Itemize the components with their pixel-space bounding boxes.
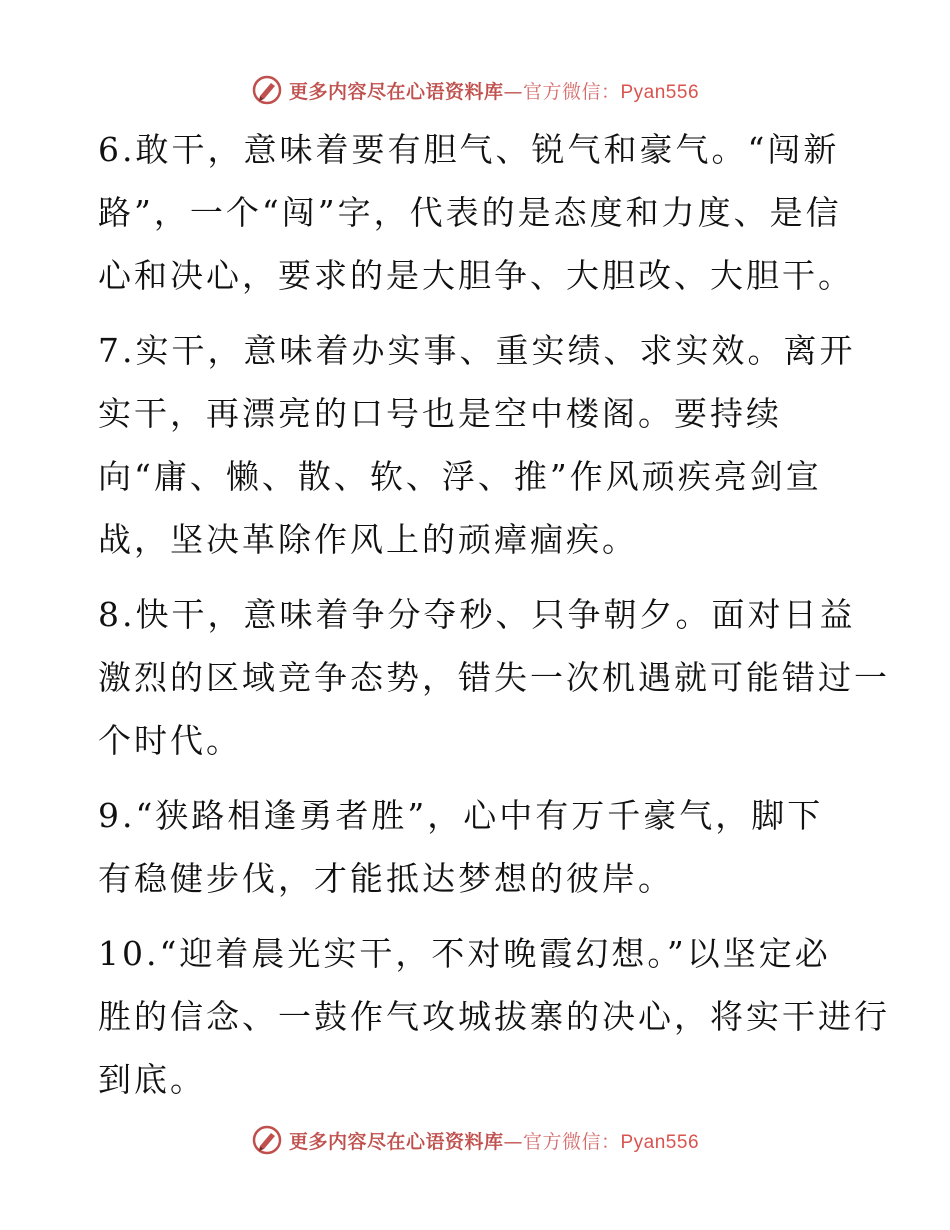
paragraph-8 bbox=[98, 583, 890, 772]
text-line: 到底。 bbox=[98, 1060, 206, 1099]
text-line: 个时代。 bbox=[98, 721, 242, 760]
text-line: 向“庸、懒、散、软、浮、推”作风顽疾亮剑宣 bbox=[98, 457, 822, 496]
banner-separator: — bbox=[503, 1130, 523, 1153]
banner-wechat-id: Pyan556 bbox=[620, 81, 700, 103]
banner-separator: — bbox=[503, 80, 523, 103]
text-line: 激烈的区域竞争态势，错失一次机遇就可能错过一 bbox=[98, 658, 890, 697]
text-line: 路”，一个“闯”字，代表的是态度和力度、是信 bbox=[98, 193, 842, 232]
paragraph-9 bbox=[98, 784, 858, 910]
text-line: 9.“狭路相逢勇者胜”，心中有万千豪气，脚下 bbox=[98, 796, 824, 835]
paragraph-6 bbox=[98, 118, 858, 307]
banner-main-text: 更多内容尽在心语资料库 bbox=[288, 80, 504, 103]
banner-wechat-label: 官方微信： bbox=[522, 1130, 621, 1153]
banner-wechat-id: Pyan556 bbox=[620, 1131, 700, 1153]
banner-text bbox=[289, 1127, 699, 1154]
banner-wechat-label: 官方微信： bbox=[522, 80, 621, 103]
text-line: 心和决心，要求的是大胆争、大胆改、大胆干。 bbox=[98, 256, 854, 295]
footer-banner bbox=[0, 1120, 950, 1160]
text-line: 10.“迎着晨光实干，不对晚霞幻想。”以坚定必 bbox=[98, 934, 831, 973]
text-line: 胜的信念、一鼓作气攻城拔寨的决心，将实干进行 bbox=[98, 997, 890, 1036]
pen-logo-icon bbox=[251, 1124, 283, 1156]
text-line: 8.快干，意味着争分夺秒、只争朝夕。面对日益 bbox=[98, 595, 856, 634]
text-line: 7.实干，意味着办实事、重实绩、求实效。离开 bbox=[98, 331, 856, 370]
paragraph-10 bbox=[98, 922, 890, 1111]
pen-logo-icon bbox=[251, 74, 283, 106]
document-body bbox=[98, 118, 890, 1123]
text-line: 战，坚决革除作风上的顽瘴痼疾。 bbox=[98, 520, 638, 559]
text-line: 有稳健步伐，才能抵达梦想的彼岸。 bbox=[98, 859, 674, 898]
paragraph-7 bbox=[98, 319, 858, 571]
text-line: 实干，再漂亮的口号也是空中楼阁。要持续 bbox=[98, 394, 782, 433]
text-line: 6.敢干，意味着要有胆气、锐气和豪气。“闯新 bbox=[98, 130, 840, 169]
banner-text bbox=[289, 77, 699, 104]
banner-main-text: 更多内容尽在心语资料库 bbox=[288, 1130, 504, 1153]
header-banner bbox=[0, 70, 950, 110]
